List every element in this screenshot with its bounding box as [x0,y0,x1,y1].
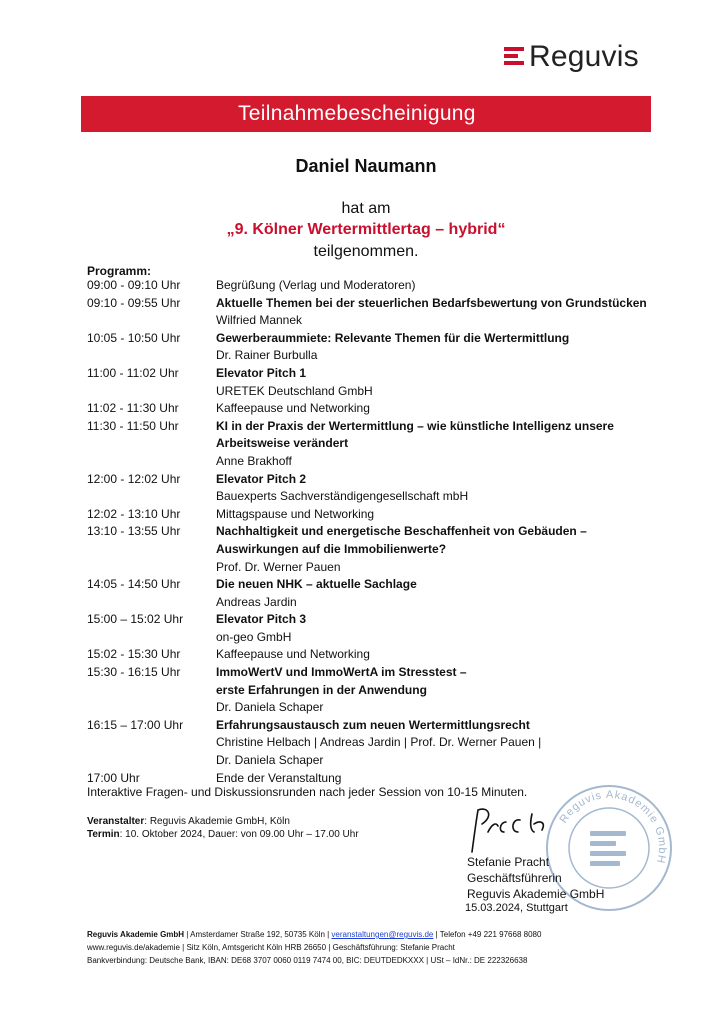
intro-text: hat am [341,200,391,217]
schedule-time: 14:05 - 14:50 Uhr [87,577,181,592]
session-title: Aktuelle Themen bei der steuerlichen Bedarfsbewertung von Grundstücken [216,295,647,310]
footer-email-link[interactable]: veranstaltungen@reguvis.de [331,930,434,939]
organizer-value: : Reguvis Akademie GmbH, Köln [144,816,290,827]
schedule-time: 12:00 - 12:02 Uhr [87,471,181,486]
handwritten-signature [460,802,580,862]
schedule-content [216,330,647,365]
schedule-content [216,611,647,646]
session-title: Elevator Pitch 2 [216,471,307,486]
footer-address: | Amsterdamer Straße 192, 50735 Köln | [184,930,332,939]
session-detail: Andreas Jardin [216,594,297,609]
signatory-name: Stefanie Pracht [467,855,550,869]
schedule-time: 15:00 – 15:02 Uhr [87,612,184,627]
schedule-time: 11:02 - 11:30 Uhr [87,401,179,416]
signatory-company: Reguvis Akademie GmbH [467,887,605,901]
date-label: Termin [87,829,120,840]
schedule-row [87,330,647,365]
schedule-row [87,418,647,471]
organizer-label: Veranstalter [87,816,145,827]
session-title: Elevator Pitch 3 [216,612,307,627]
session-detail: Anne Brakhoff [216,453,292,468]
session-detail: URETEK Deutschland GmbH [216,383,373,398]
session-title: erste Erfahrungen in der Anwendung [216,682,427,697]
session-detail: Kaffeepause und Networking [216,647,370,662]
session-title: Die neuen NHK – aktuelle Sachlage [216,577,417,592]
program-note: Interaktive Fragen- und Diskussionsrunden nach jeder Session von 10-15 Minuten. [87,785,528,799]
session-title: Auswirkungen auf die Immobilienwerte? [216,541,447,556]
session-title: ImmoWertV und ImmoWertA im Stresstest – [216,665,467,680]
schedule-content [216,664,647,717]
schedule-row [87,664,647,717]
schedule-content [216,523,647,576]
session-detail: Prof. Dr. Werner Pauen [216,559,341,574]
schedule-time: 13:10 - 13:55 Uhr [87,524,181,539]
logo-text: Reguvis [529,40,639,73]
schedule-row [87,646,647,664]
schedule-row [87,576,647,611]
schedule-row [87,611,647,646]
schedule-content [216,576,647,611]
outro-text: teilgenommen. [313,243,419,260]
session-title: Erfahrungsaustausch zum neuen Wertermittlungsrecht [216,717,530,732]
schedule-row [87,365,647,400]
program-schedule [87,277,647,787]
footer-company: Reguvis Akademie GmbH [87,930,185,939]
program-label: Programm: [87,264,152,278]
date-value: : 10. Oktober 2024, Dauer: von 09.00 Uhr – 17.00 Uhr [119,829,359,840]
schedule-content [216,471,647,506]
session-title: Elevator Pitch 1 [216,365,307,380]
session-detail: Mittagspause und Networking [216,506,375,521]
schedule-time: 15:02 - 15:30 Uhr [87,647,181,662]
schedule-row [87,400,647,418]
schedule-row [87,523,647,576]
schedule-time: 15:30 - 16:15 Uhr [87,665,181,680]
signature-date: 15.03.2024, Stuttgart [465,902,568,914]
schedule-content [216,418,647,471]
session-detail: Bauexperts Sachverständigengesellschaft mbH [216,489,469,504]
footer-phone: | Telefon +49 221 97668 8080 [433,930,542,939]
schedule-row [87,277,647,295]
schedule-row [87,506,647,524]
reguvis-logo [504,42,639,72]
date-line [87,829,359,840]
session-detail: Dr. Rainer Burbulla [216,348,318,363]
schedule-row [87,717,647,770]
schedule-content [216,646,647,664]
stamp-text: Reguvis Akademie GmbH [557,788,669,866]
title-banner: Teilnahmebescheinigung [81,96,651,132]
schedule-time: 10:05 - 10:50 Uhr [87,330,181,345]
session-title: Gewerberaummiete: Relevante Themen für die Wertermittlung [216,330,570,345]
footer-line-3: Bankverbindung: Deutsche Bank, IBAN: DE68 3707 0060 0119 7474 00, BIC: DEUTDEDKXXX | USt – IdNr.: DE 222326638 [87,956,528,965]
session-detail: Christine Helbach | Andreas Jardin | Prof. Dr. Werner Pauen | [216,735,542,750]
schedule-content [216,277,647,295]
session-title: KI in der Praxis der Wertermittlung – wie künstliche Intelligenz unsere [216,418,614,433]
event-title: „9. Kölner Wertermittlertag – hybrid“ [226,221,506,238]
session-detail: Dr. Daniela Schaper [216,753,324,768]
schedule-time: 12:02 - 13:10 Uhr [87,506,181,521]
schedule-time: 11:00 - 11:02 Uhr [87,365,179,380]
schedule-content [216,365,647,400]
session-title: Nachhaltigkeit und energetische Beschaffenheit von Gebäuden – [216,524,587,539]
session-detail: on-geo GmbH [216,629,292,644]
session-title: Arbeitsweise verändert [216,436,349,451]
recipient-name: Daniel Naumann [295,156,437,176]
schedule-time: 11:30 - 11:50 Uhr [87,418,179,433]
schedule-content [216,506,647,524]
session-detail: Begrüßung (Verlag und Moderatoren) [216,278,416,292]
logo-mark-icon [504,44,526,70]
session-detail: Dr. Daniela Schaper [216,700,324,715]
footer-line-2: www.reguvis.de/akademie | Sitz Köln, Amtsgericht Köln HRB 26650 | Geschäftsführung: Stefanie Pracht [87,943,455,952]
schedule-row [87,295,647,330]
organizer-line [87,816,290,827]
schedule-time: 09:10 - 09:55 Uhr [87,295,181,310]
schedule-content [216,400,647,418]
schedule-row [87,471,647,506]
session-detail: Kaffeepause und Networking [216,401,370,416]
schedule-time: 17:00 Uhr [87,770,140,785]
schedule-content [216,717,647,770]
schedule-content [216,295,647,330]
footer-line-1 [87,930,541,939]
session-detail: Ende der Veranstaltung [216,770,342,785]
session-detail: Wilfried Mannek [216,313,303,328]
signatory-role: Geschäftsführerin [467,871,562,885]
schedule-time: 16:15 – 17:00 Uhr [87,717,184,732]
schedule-time: 09:00 - 09:10 Uhr [87,278,181,292]
